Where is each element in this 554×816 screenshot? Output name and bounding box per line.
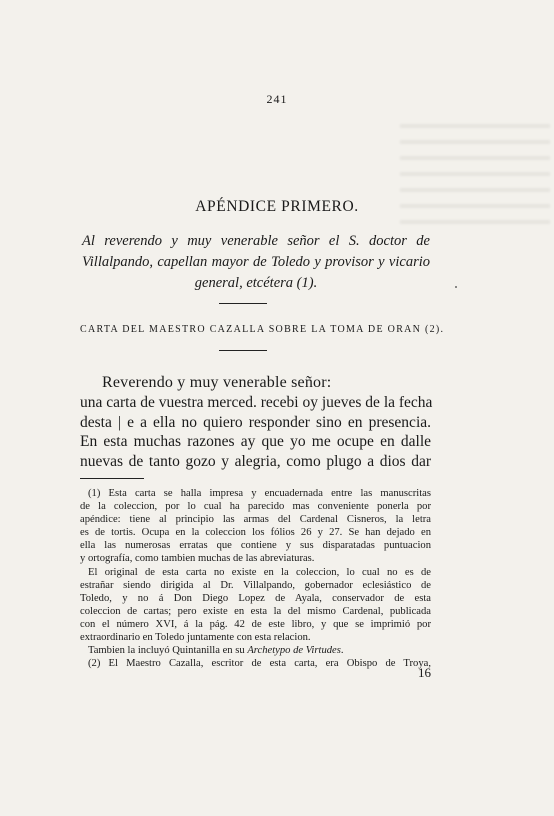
footnote-line: (1) Esta carta se halla impresa y encuadernada entre las manuscritas	[88, 488, 431, 499]
appendix-heading: APÉNDICE PRIMERO.	[195, 198, 359, 215]
body-line: En esta muchas razones ay que yo me ocupe en dalle	[80, 433, 431, 450]
footnote-line: estrañar siendo dirigida al Dr. Villalpando, gobernador eclesiástico de	[80, 579, 431, 591]
footnote-line: extraordinario en Toledo juntamente con esta relacion.	[80, 632, 311, 644]
footnote-text: .	[340, 645, 344, 657]
page-number: 241	[266, 92, 288, 106]
footnote-line: El original de esta carta no existe en la coleccion, lo cual no es de	[88, 566, 431, 578]
book-title: Archetypo de Virtudes	[247, 645, 341, 657]
footnote-line: (2) El Maestro Cazalla, escritor de esta carta, era Obispo de Troya,	[88, 658, 431, 670]
letter-title: CARTA DEL MAESTRO CAZALLA SOBRE LA TOMA DE ORAN (2).	[80, 324, 445, 335]
body-line: nuevas de tanto gozo y alegria, como plugo a dios dar	[80, 452, 431, 470]
footnote-line: coleccion de cartas; pero existe en esta la del mismo Cardenal, publicada	[80, 605, 431, 617]
footnote-line: apéndice: tiene al principio las armas del Cardenal Cisneros, la letra	[80, 514, 431, 526]
divider-rule-top	[219, 303, 267, 304]
footnotes	[80, 487, 431, 670]
body-line: desta | e a ella no quiero responder sino en presencia.	[80, 413, 431, 431]
footnote-line: y ortografía, como tambien muchas de las abreviaturas.	[80, 553, 315, 565]
salutation: Reverendo y muy venerable señor:	[102, 374, 332, 391]
footnote-line: ella las numerosas erratas que contiene y sus disparatadas puntuacion	[80, 540, 431, 552]
paper-speck	[455, 286, 457, 288]
body-line: una carta de vuestra merced. recebi oy jueves de la fecha	[80, 394, 433, 411]
footnote-line: Toledo, y no á Don Diego Lopez de Ayala, conservador de esta	[80, 592, 431, 604]
footnote-line-archetypo	[80, 644, 431, 657]
divider-rule-bottom	[219, 350, 267, 351]
footnote-line: es de tortis. Ocupa en la coleccion los fólios 26 y 27. Se han dejado en	[80, 527, 431, 539]
letter-body	[80, 393, 431, 471]
dedication-text: Al reverendo y muy venerable señor el S. doctor de Villalpando, capellan mayor de Toledo y provisor y vicario general, etcétera (1).	[82, 233, 430, 291]
signature-mark: 16	[418, 665, 431, 680]
footnote-line: de la coleccion, por lo cual ha parecido mas conveniente ponerla por	[80, 501, 431, 513]
footnote-rule	[80, 478, 144, 479]
footnote-line: con el número XVI, á la pág. 42 de este libro, y que se imprimió por	[80, 618, 431, 630]
footnote-text: Tambien la incluyó Quintanilla en su	[88, 645, 248, 657]
